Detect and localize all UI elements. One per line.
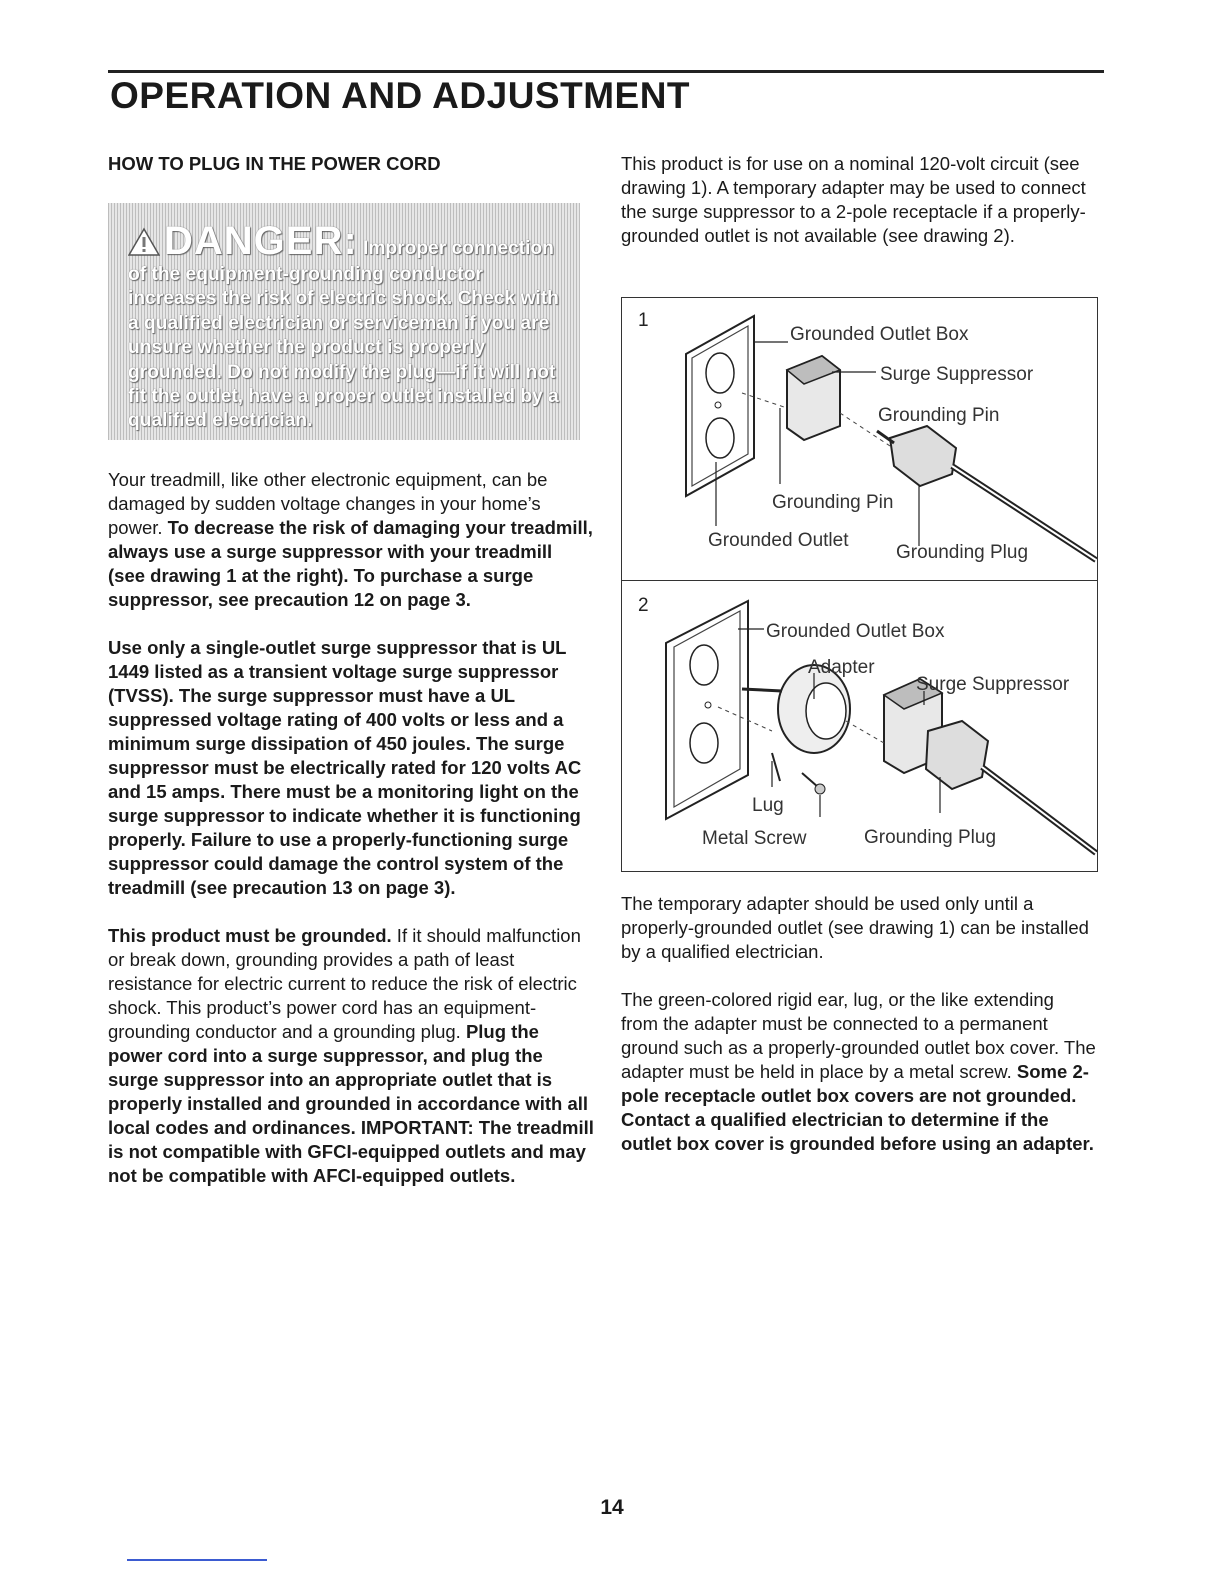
p2-bold: Use only a single-outlet surge suppressor that is UL 1449 listed as a transient voltage surge suppressor (TVSS). The surge suppressor must have a UL suppressed voltage rating of 400 volts or less and a minimum surge dissipation of 450 joules. The surge suppressor must be electrically rated for 120 volts AC and 15 amps. There must be a monitoring light on the surge suppressor to indicate whether it is functioning properly. Failure to use a properly-functioning surge suppressor could damage the control system of the treadmill (see precaution 13 on page 3). (108, 637, 582, 898)
drawing-2 (621, 580, 1098, 872)
receptacle-bottom (690, 723, 718, 763)
grounding-plug-shape (890, 426, 956, 486)
label-grounding-pin-bottom: Grounding Pin (772, 492, 894, 513)
label-metal-screw: Metal Screw (702, 828, 807, 849)
receptacle-top (690, 645, 718, 685)
outlet-plate (686, 316, 754, 496)
danger-word: DANGER: (164, 219, 358, 263)
page-title: OPERATION AND ADJUSTMENT (110, 75, 691, 116)
p3-bold-a: This product must be grounded. (108, 925, 392, 946)
receptacle-bottom (706, 418, 734, 458)
label-adapter: Adapter (808, 657, 875, 678)
footer-line (127, 1559, 267, 1561)
danger-text (128, 219, 566, 434)
paragraph-circuit: This product is for use on a nominal 120-volt circuit (see drawing 1). A temporary adapter may be used to connect the surge suppressor to a 2-pole receptacle if a properly-grounded outlet is not available (see drawing 2). (621, 153, 1086, 246)
drawing-1-illustration (622, 298, 1097, 580)
label-grounding-pin-top: Grounding Pin (878, 405, 1000, 426)
p1-normal: Your treadmill, like other electronic equipment, can be damaged by sudden voltage changes in your home’s power. (108, 469, 548, 538)
danger-warning-box (108, 203, 580, 440)
paragraph-surge-requirements (108, 636, 594, 900)
grounding-plug-shape (926, 721, 988, 789)
p1-bold: To decrease the risk of damaging your treadmill, always use a surge suppressor with your treadmill (see drawing 1 at the right). To purchase a surge suppressor, see precaution 12 on page 3. (108, 517, 593, 610)
drawing-1 (621, 297, 1098, 581)
left-column (108, 152, 594, 1188)
label-grounded-outlet: Grounded Outlet (708, 530, 849, 551)
p3-bold-b: Plug the power cord into a surge suppressor, and plug the surge suppressor into an appropriate outlet that is properly installed and grounded in accordance with all local codes and ordinances. IMPORTANT: The treadmill is not compatible with GFCI-equipped outlets and may not be compatible with AFCI-equipped outlets. (108, 1021, 594, 1186)
drawing-2-number: 2 (638, 595, 649, 616)
page-number: 14 (600, 1496, 624, 1519)
danger-message: Improper connection of the equipment-grounding conductor increases the risk of electric shock. Check with a qualified electrician or serviceman if you are unsure whether the product is properly grounded. Do not modify the plug—if it will not fit the outlet, have a proper outlet installed by a qualified electrician. (128, 238, 559, 432)
label-grounding-plug: Grounding Plug (864, 827, 997, 848)
paragraph-temporary-adapter: The temporary adapter should be used only until a properly-grounded outlet (see drawing 1) can be installed by a qualified electrician. (621, 893, 1089, 962)
p3-normal: If it should malfunction or break down, grounding provides a path of least resistance for electric current to reduce the risk of electric shock. This product’s power cord has an equipment-grounding conductor and a grounding plug. (108, 925, 581, 1042)
p-last-normal: The green-colored rigid ear, lug, or the like extending from the adapter must be connected to a permanent ground such as a properly-grounded outlet box cover. The adapter must be held in place by a metal screw. (621, 989, 1096, 1082)
label-surge-suppressor: Surge Suppressor (916, 674, 1070, 695)
receptacle-top (706, 353, 734, 393)
metal-screw-shape (802, 773, 818, 787)
label-grounded-outlet-box: Grounded Outlet Box (790, 324, 969, 345)
label-grounding-plug: Grounding Plug (896, 542, 1029, 563)
adapter-lug (772, 753, 780, 781)
label-grounded-outlet-box: Grounded Outlet Box (766, 621, 945, 642)
right-column (621, 152, 1096, 248)
warning-triangle-icon (128, 227, 160, 257)
label-surge-suppressor: Surge Suppressor (880, 364, 1034, 385)
paragraph-surge-intro (108, 468, 594, 612)
section-heading: HOW TO PLUG IN THE POWER CORD (108, 153, 441, 174)
label-lug: Lug (752, 795, 784, 816)
paragraph-grounding (108, 924, 594, 1188)
paragraph-adapter-ground (621, 988, 1096, 1156)
p-last-bold: Some 2-pole receptacle outlet box covers are not grounded. Contact a qualified electrician to determine if the outlet box cover is grounded before using an adapter. (621, 1061, 1094, 1154)
right-column-lower (621, 892, 1096, 1156)
drawing-1-number: 1 (638, 310, 649, 331)
outlet-plate (666, 601, 748, 819)
drawing-2-illustration (622, 581, 1097, 871)
